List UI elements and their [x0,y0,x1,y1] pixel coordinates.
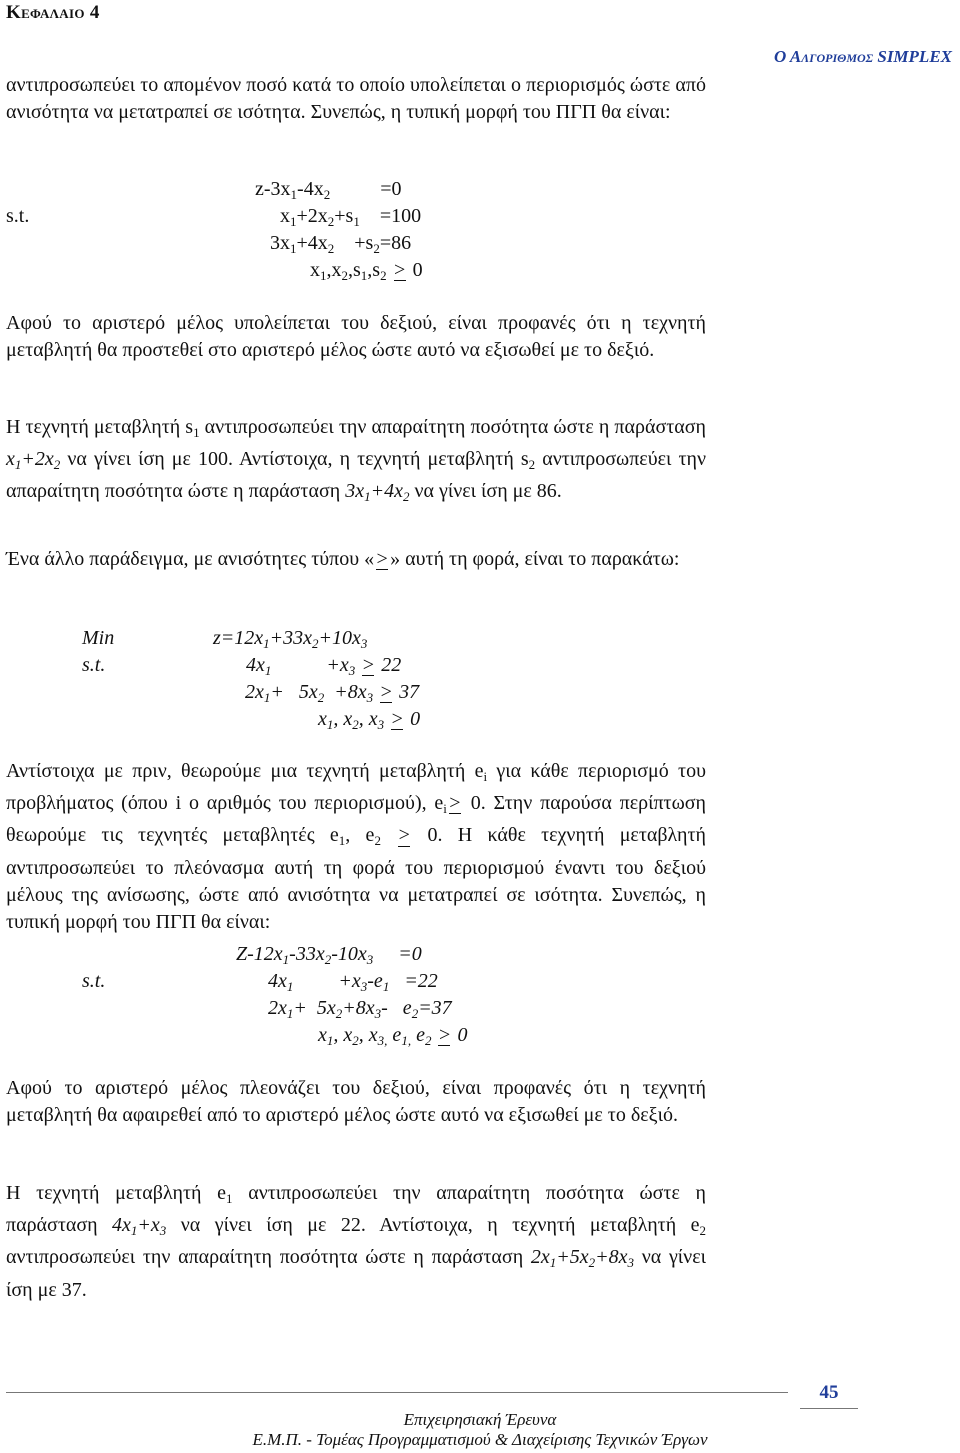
eq2-nonnegativity: $x_1$, $x_2$, $x_3 > 0$ [318,708,421,732]
p4-part-a: Ένα άλλο παράδειγμα, με ανισότητες τύπου « [6,548,375,570]
p7-part-a: Η τεχνητή μεταβλητή e [6,1182,227,1204]
p5-part-c: 0. Στην παρούσα περίπτωση θεωρούμε τις τεχνητές μεταβλητές e [6,792,707,847]
p7-part-b: αντιπροσωπεύει την απαραίτητη ποσότητα ώστε η παράσταση [6,1182,707,1237]
eq1-constraint-2: $3x_1+4x_2$ $+s_2=86$ [270,232,412,256]
eq1-nonnegativity: $x_1,x_2,s_1,s_2 > 0$ [310,259,423,283]
footer-divider [6,1392,788,1393]
eq2-st-label: s.t. [82,654,106,676]
p3-part-e: να γίνει ίση με 86. [409,480,562,503]
eq3-objective: $Z-12x_1-33x_2-10x_3$ =0 [236,943,422,967]
paragraph-4: Ένα άλλο παράδειγμα, με ανισότητες τύπου « > » αυτή τη φορά, είναι το παρακάτω: [6,546,706,573]
eq1-objective: $z-3x_1-4x_2$ =0 [255,178,402,202]
eq1-constraint-1: $x_1+2x_2+s_1$ =100 [280,205,422,229]
p4-part-b: » αυτή τη φορά, είναι το παρακάτω: [390,548,680,570]
eq3-constraint-1: $4x_1$ $+x_3-e_1 =22$ [268,970,438,994]
section-header: Ο Αλγοριθμος SIMPLEX [774,47,952,66]
paragraph-5: Αντίστοιχα με πριν, θεωρούμε μια τεχνητή μεταβλητή $e_i$ για κάθε περιορισμό του προβλήματος (όπου i ο αριθμός του περιορισμού), $e_i > 0$. Στην παρούσα περίπτωση θεωρούμε τις τεχνητές μεταβλητές $e_1$, $e_2 > 0$. Η κάθε τεχνητή μεταβλητή αντιπροσωπεύει το πλεόνασμα αυτή τη φορά του περιορισμού έναντι του δεξιού μέλους της ανίσωσης, ώστε από ανισότητα να μετατραπεί σε ισότητα. Συνεπώς, η τυπική μορφή του ΠΓΠ θα είναι: [6,760,707,934]
paragraph-6: Αφού το αριστερό μέλος πλεονάζει του δεξιού, είναι προφανές ότι η τεχνητή μεταβλητή θα αφαιρεθεί από το αριστερό μέλος ώστε αυτό να εξισωθεί με το δεξιό. [6,1077,706,1127]
eq1-st-label: s.t. [6,205,30,227]
p3-part-d: αντιπροσωπεύει την απαραίτητη ποσότητα ώστε η παράσταση [6,448,706,503]
p3-part-b: αντιπροσωπεύει την απαραίτητη ποσότητα ώστε η παράσταση [199,416,707,438]
p3-part-a: Η τεχνητή μεταβλητή s [6,416,194,438]
eq2-min-label: Min [82,627,115,649]
eq3-constraint-2: $2x_1+ 5x_2+8x_3-$ $e_2=37$ [268,997,452,1021]
chapter-header: Κεφαλαιο 4 [6,2,100,23]
p7-part-d: αντιπροσωπεύει την απαραίτητη ποσότητα ώστε η παράσταση [6,1246,531,1269]
eq3-st-label: s.t. [82,970,106,992]
p7-part-c: να γίνει ίση με 22. Αντίστοιχα, η τεχνητή μεταβλητή e [166,1214,700,1237]
p5-part-e: 0. Η κάθε τεχνητή μεταβλητή αντιπροσωπεύει το πλεόνασμα αυτή τη φορά του περιορισμού έναντι του δεξιού μέλους της ανίσωσης, ώστε από ανισότητα να μετατραπεί σε ισότητα. Συνεπώς, η τυπική μορφή του ΠΓΠ θα είναι: [6,824,706,934]
footer-department: Ε.Μ.Π. - Τομέας Προγραμματισμού & Διαχείρισης Τεχνικών Έργων [252,1430,708,1449]
paragraph-2: Αφού το αριστερό μέλος υπολείπεται του δεξιού, είναι προφανές ότι η τεχνητή μεταβλητή θα προστεθεί στο αριστερό μέλος ώστε αυτό να εξισωθεί με το δεξιό. [6,312,706,362]
eq3-nonnegativity: $x_1$, $x_2$, $x_{3,}$ $e_{1,}$ $e_2 > 0$ [318,1024,468,1048]
eq2-constraint-2: $2x_1+ 5x_2 +8x_3 > 37$ [245,681,420,705]
page-number: 45 [800,1382,858,1409]
p5-part-d: , e [345,824,375,847]
paragraph-7: Η τεχνητή μεταβλητή $e_1$ αντιπροσωπεύει την απαραίτητη ποσότητα ώστε η παράσταση $4x_1+x_3$ να γίνει ίση με 22. Αντίστοιχα, η τεχνητή μεταβλητή $e_2$ αντιπροσωπεύει την απαραίτητη ποσότητα ώστε η παράσταση $2x_1+5x_2+8x_3$ να γίνει ίση με 37. [6,1182,707,1301]
footer-title: Επιχειρησιακή Έρευνα [403,1410,557,1429]
p5-part-a: Αντίστοιχα με πριν, θεωρούμε μια τεχνητή μεταβλητή e [6,760,484,782]
eq2-objective: $z=12x_1+33x_2+10x_3$ [213,627,368,651]
p7-part-e: να γίνει ίση με 37. [6,1246,707,1301]
paragraph-1: αντιπροσωπεύει το απομένον ποσό κατά το οποίο υπολείπεται ο περιορισμός ώστε από ανισότητα να μετατραπεί σε ισότητα. Συνεπώς, η τυπική μορφή του ΠΓΠ θα είναι: [6,74,706,124]
eq2-constraint-1: $4x_1$ $+x_3 > 22$ [246,654,402,678]
p3-part-c: να γίνει ίση με 100. Αντίστοιχα, η τεχνητή μεταβλητή s [60,448,529,471]
p5-part-b: για κάθε περιορισμό του προβλήματος (όπου i ο αριθμός του περιορισμού), e [6,760,706,815]
paragraph-3: Η τεχνητή μεταβλητή $s_1$ αντιπροσωπεύει την απαραίτητη ποσότητα ώστε η παράσταση $x_1+2x_2$ να γίνει ίση με 100. Αντίστοιχα, η τεχνητή μεταβλητή $s_2$ αντιπροσωπεύει την απαραίτητη ποσότητα ώστε η παράσταση $3x_1+4x_2$ να γίνει ίση με 86. [6,416,707,505]
